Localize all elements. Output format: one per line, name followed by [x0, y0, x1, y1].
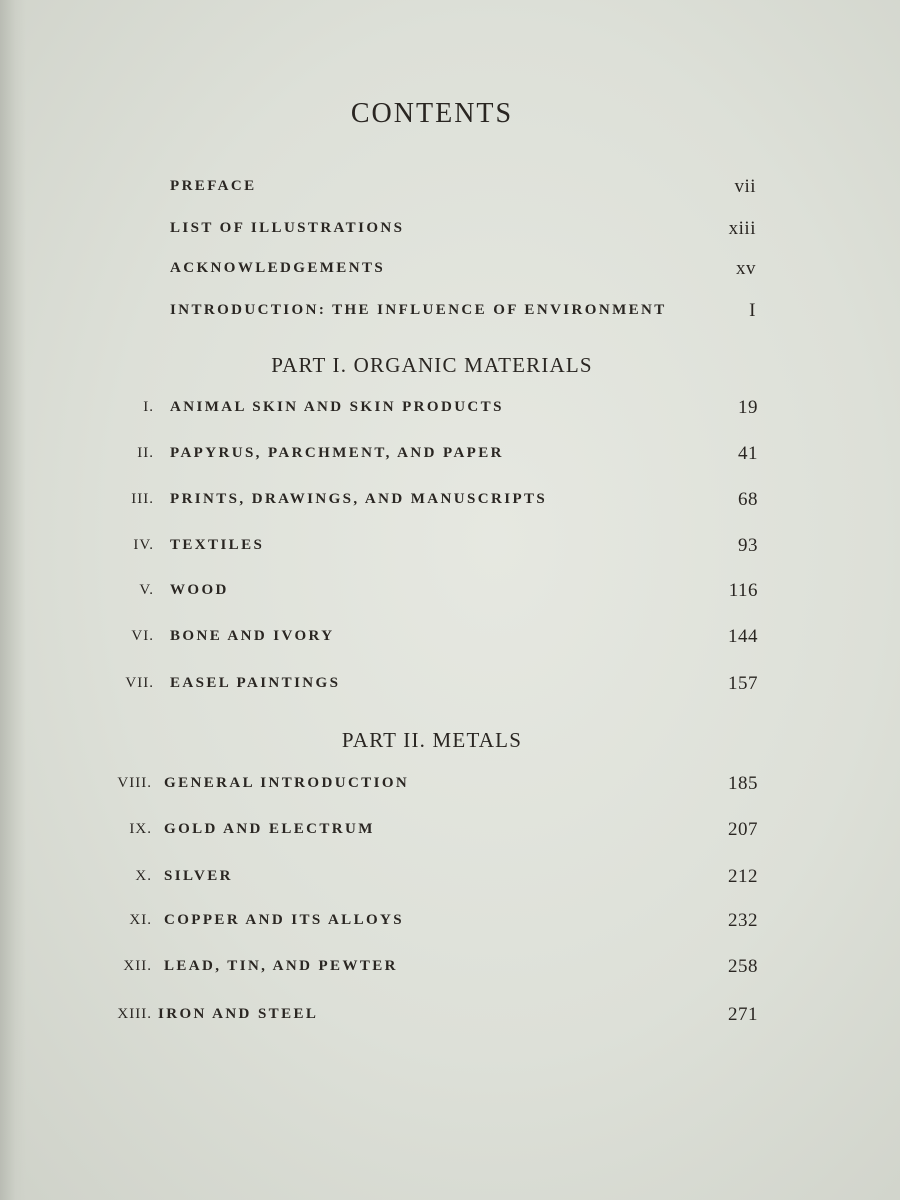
- toc-chapter-row: [100, 821, 758, 847]
- toc-entry-page: xv: [736, 258, 756, 279]
- chapter-number: III.: [131, 491, 154, 507]
- toc-entry-title: INTRODUCTION: THE INFLUENCE OF ENVIRONMENT: [170, 302, 667, 318]
- page-gutter-shadow: [0, 0, 26, 1200]
- chapter-title: TEXTILES: [170, 537, 265, 553]
- chapter-page: 207: [728, 819, 758, 840]
- part-heading: PART I. ORGANIC MATERIALS: [271, 353, 593, 377]
- chapter-number: IV.: [133, 537, 154, 553]
- chapter-page: 19: [738, 397, 758, 418]
- chapter-title: GOLD AND ELECTRUM: [164, 821, 375, 837]
- toc-chapter-row: [100, 491, 758, 517]
- chapter-title: PAPYRUS, PARCHMENT, AND PAPER: [170, 445, 504, 461]
- toc-entry-list-of-illustrations: [170, 220, 756, 246]
- chapter-page: 144: [728, 626, 758, 647]
- toc-chapter-row: [100, 958, 758, 984]
- chapter-number: XIII.: [117, 1006, 152, 1022]
- chapter-number: XII.: [123, 958, 152, 974]
- toc-entry-title: PREFACE: [170, 178, 257, 194]
- chapter-number: VII.: [125, 675, 154, 691]
- chapter-title: BONE AND IVORY: [170, 628, 335, 644]
- chapter-number: V.: [139, 582, 154, 598]
- toc-chapter-row: [100, 628, 758, 654]
- chapter-number: XI.: [129, 912, 152, 928]
- toc-chapter-row: [100, 675, 758, 701]
- toc-entry-page: xiii: [728, 218, 756, 239]
- chapter-page: 232: [728, 910, 758, 931]
- toc-entry-title: LIST OF ILLUSTRATIONS: [170, 220, 405, 236]
- chapter-page: 116: [728, 580, 758, 601]
- part-heading: PART II. METALS: [341, 728, 523, 752]
- toc-entry-acknowledgements: [170, 260, 756, 286]
- toc-chapter-row: [100, 537, 758, 563]
- chapter-number: II.: [137, 445, 154, 461]
- chapter-page: 212: [728, 866, 758, 887]
- chapter-number: X.: [135, 868, 152, 884]
- chapter-title: IRON AND STEEL: [158, 1006, 319, 1022]
- chapter-title: WOOD: [170, 582, 229, 598]
- toc-entry-page: I: [749, 300, 756, 321]
- chapter-title: LEAD, TIN, AND PEWTER: [164, 958, 398, 974]
- chapter-number: IX.: [129, 821, 152, 837]
- chapter-number: I.: [143, 399, 154, 415]
- chapter-title: GENERAL INTRODUCTION: [164, 775, 410, 791]
- chapter-page: 185: [728, 773, 758, 794]
- toc-chapter-row: [100, 582, 758, 608]
- chapter-title: EASEL PAINTINGS: [170, 675, 341, 691]
- toc-chapter-row: [100, 1006, 758, 1032]
- chapter-number: VIII.: [117, 775, 152, 791]
- page-title: CONTENTS: [350, 98, 514, 129]
- chapter-page: 41: [738, 443, 758, 464]
- chapter-number: VI.: [131, 628, 154, 644]
- toc-entry-preface: [170, 178, 756, 204]
- toc-chapter-row: [100, 445, 758, 471]
- chapter-page: 93: [738, 535, 758, 556]
- chapter-page: 271: [728, 1004, 758, 1025]
- chapter-page: 68: [738, 489, 758, 510]
- chapter-page: 157: [728, 673, 758, 694]
- chapter-title: PRINTS, DRAWINGS, AND MANUSCRIPTS: [170, 491, 548, 507]
- toc-entry-title: ACKNOWLEDGEMENTS: [170, 260, 386, 276]
- toc-entry-introduction: [170, 302, 756, 328]
- toc-chapter-row: [100, 912, 758, 938]
- toc-chapter-row: [100, 775, 758, 801]
- toc-entry-page: vii: [734, 176, 756, 197]
- chapter-title: ANIMAL SKIN AND SKIN PRODUCTS: [170, 399, 504, 415]
- chapter-title: SILVER: [164, 868, 233, 884]
- toc-chapter-row: [100, 399, 758, 425]
- toc-chapter-row: [100, 868, 758, 894]
- chapter-page: 258: [728, 956, 758, 977]
- chapter-title: COPPER AND ITS ALLOYS: [164, 912, 405, 928]
